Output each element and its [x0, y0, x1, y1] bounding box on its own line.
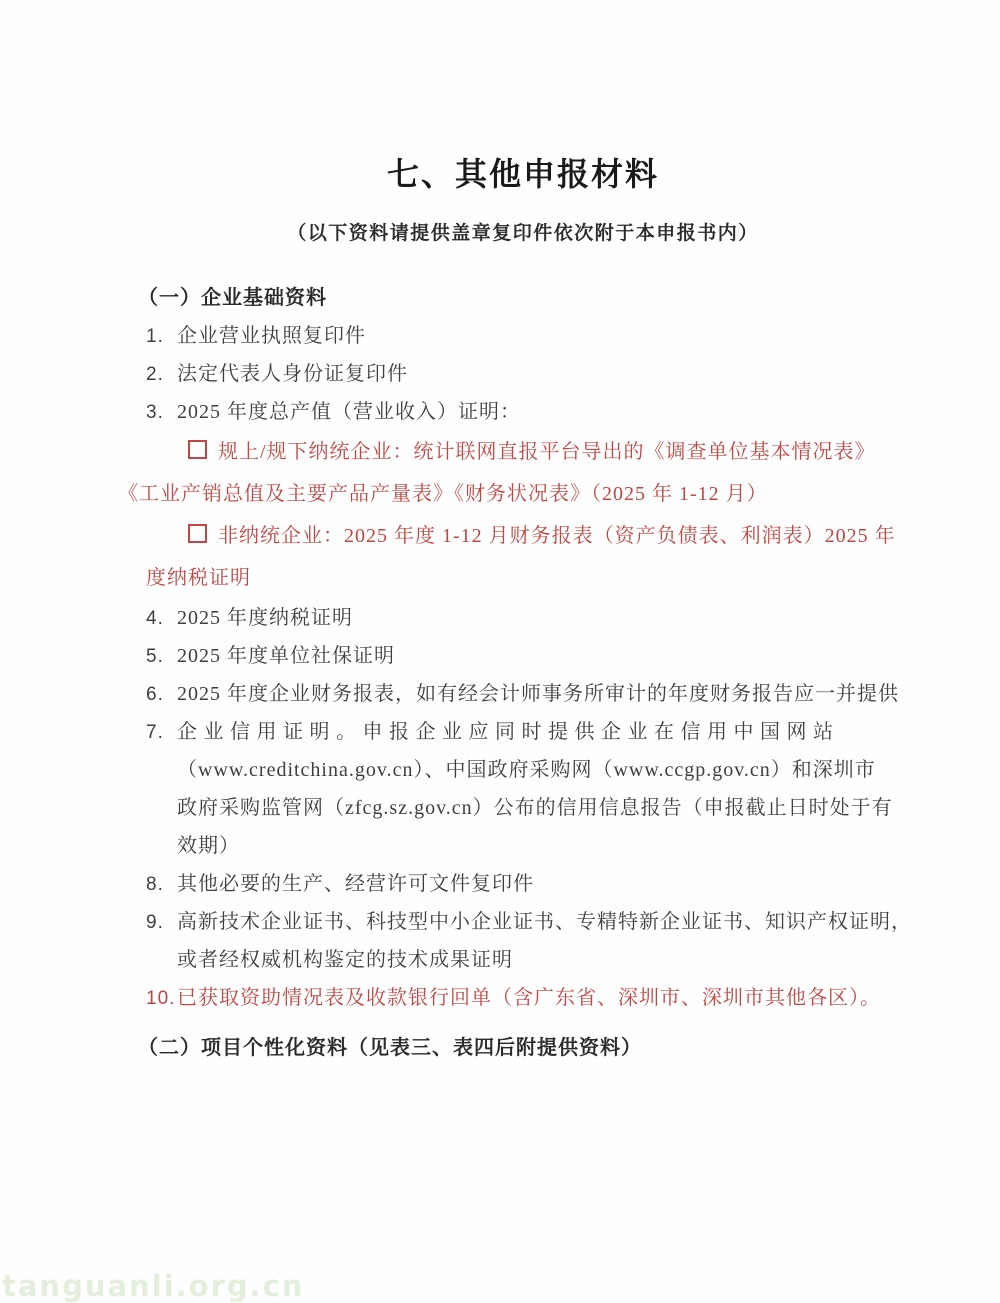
- list-item-text: 2025 年度总产值（营业收入）证明：: [177, 400, 521, 423]
- list-item-text: 度纳税证明: [146, 566, 251, 589]
- list-item: [146, 515, 906, 557]
- list-item: [146, 637, 906, 675]
- list-item: [146, 431, 906, 473]
- list-item: [146, 979, 906, 1017]
- document-page: [118, 0, 912, 1067]
- section-one-heading: （一）企业基础资料: [138, 286, 327, 309]
- list-item-text: 规上/规下纳统企业：统计联网直报平台导出的《调查单位基本情况表》: [218, 440, 876, 463]
- checkbox-square-outline-icon[interactable]: [188, 440, 207, 459]
- list-item-text: 企业信用证明。申报企业应同时提供企业在信用中国网站: [177, 720, 840, 743]
- page-title: 七、其他申报材料: [386, 156, 659, 192]
- list-item-text: 已获取资助情况表及收款银行回单（含广东省、深圳市、深圳市其他各区）。: [177, 986, 881, 1009]
- list-item-text: 《工业产销总值及主要产品产量表》《财务状况表》（2025 年 1-12 月）: [118, 482, 768, 505]
- list-item-number: 6.: [146, 683, 164, 705]
- list-item-text: 政府采购监管网（zfcg.sz.gov.cn）公布的信用信息报告（申报截止日时处于有: [177, 796, 893, 819]
- list-item: [146, 751, 906, 789]
- list-item-text: （www.creditchina.gov.cn）、中国政府采购网（www.ccgp.gov.cn）和深圳市: [177, 758, 876, 781]
- list-item: [146, 789, 906, 827]
- list-item: [146, 355, 906, 393]
- list-item-number: 10.: [146, 987, 176, 1009]
- list-item: [146, 865, 906, 903]
- list-item: [146, 317, 906, 355]
- list-item-text: 高新技术企业证书、科技型中小企业证书、专精特新企业证书、知识产权证明，: [177, 910, 912, 933]
- list-item-number: 2.: [146, 363, 164, 385]
- list-item: [146, 557, 906, 599]
- page-subtitle: （以下资料请提供盖章复印件依次附于本申报书内）: [287, 222, 759, 244]
- list-item: [146, 713, 906, 751]
- list-item: [146, 393, 906, 431]
- list-item: [146, 903, 912, 941]
- list-item-number: 1.: [146, 325, 164, 347]
- list-item-text: 其他必要的生产、经营许可文件复印件: [177, 872, 534, 895]
- list-item: [146, 827, 906, 865]
- list-item-text: 效期）: [177, 834, 240, 857]
- list-item-number: 5.: [146, 645, 164, 667]
- list-item-text: 法定代表人身份证复印件: [177, 362, 408, 385]
- list-item: [146, 941, 906, 979]
- list-item: [146, 599, 906, 637]
- section-two-heading: （二）项目个性化资料（见表三、表四后附提供资料）: [138, 1036, 642, 1059]
- list-item: [146, 675, 906, 713]
- materials-list: [118, 317, 912, 1017]
- list-item-number: 8.: [146, 873, 164, 895]
- list-item-text: 或者经权威机构鉴定的技术成果证明: [177, 948, 513, 971]
- checkbox-square-outline-icon[interactable]: [188, 524, 207, 543]
- list-item-text: 企业营业执照复印件: [177, 324, 366, 347]
- list-item-text: 非纳统企业：2025 年度 1-12 月财务报表（资产负债表、利润表）2025 年: [218, 524, 896, 547]
- list-item-number: 4.: [146, 607, 164, 629]
- list-item-number: 7.: [146, 721, 164, 743]
- list-item-number: 3.: [146, 401, 164, 423]
- list-item-text: 2025 年度单位社保证明: [177, 644, 395, 667]
- list-item-text: 2025 年度企业财务报表，如有经会计师事务所审计的年度财务报告应一并提供: [177, 682, 899, 705]
- list-item: [118, 473, 906, 515]
- watermark: tanguanli.org.cn: [2, 1269, 305, 1303]
- list-item-text: 2025 年度纳税证明: [177, 606, 353, 629]
- list-item-number: 9.: [146, 911, 164, 933]
